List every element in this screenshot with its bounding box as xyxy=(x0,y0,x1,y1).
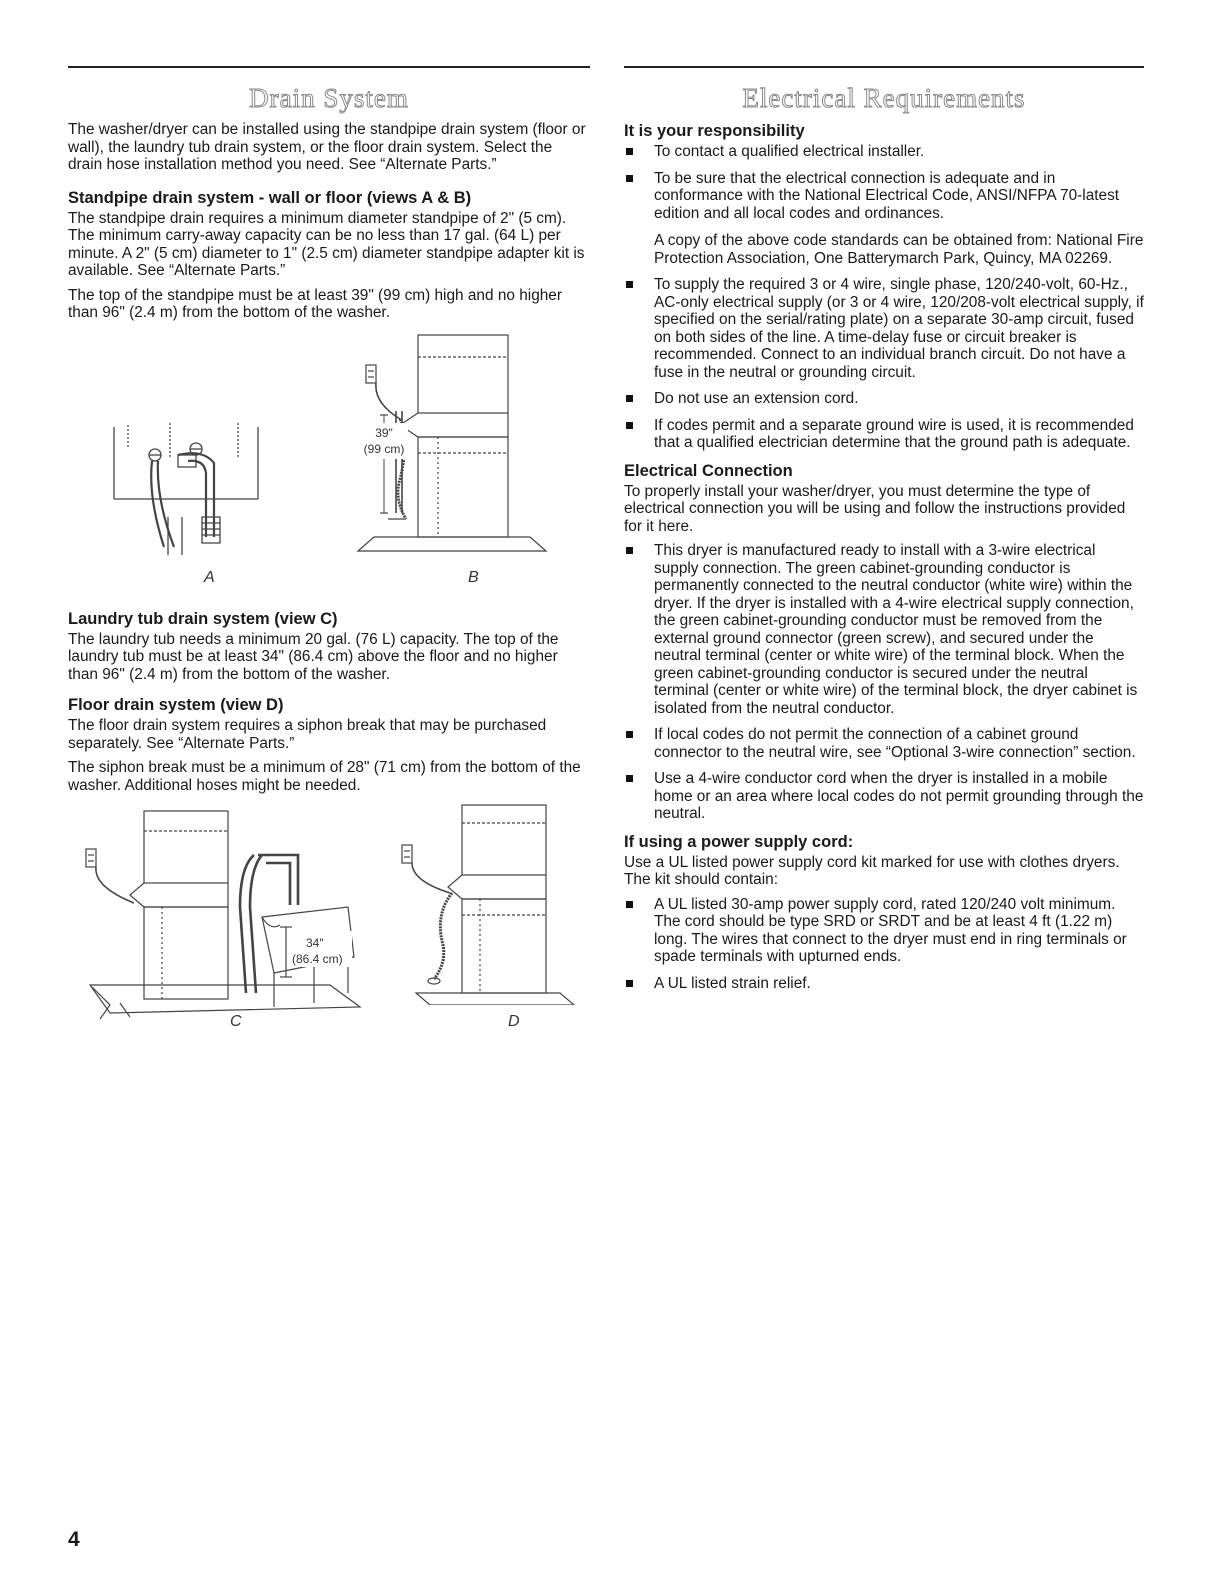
drain-system-title: Drain System xyxy=(249,83,409,113)
bullet-icon xyxy=(626,148,633,155)
view-c-dim-cm: (86.4 cm) xyxy=(292,952,343,966)
list-item xyxy=(624,896,1144,966)
list-item xyxy=(624,542,1144,717)
bullet-icon xyxy=(626,775,633,782)
list-item xyxy=(624,770,1144,823)
list-item xyxy=(624,170,1144,268)
connection-list xyxy=(624,542,1144,823)
view-c-label: C xyxy=(230,1013,242,1030)
standpipe-text-1: The standpipe drain requires a minimum diameter standpipe of 2" (5 cm). The minimum carry-away capacity can be no less than 17 gal. (64 L) per minute. A 2" (5 cm) diameter to 1" (2.5 cm) diameter standpipe adapter kit is available. See “Alternate Parts.” xyxy=(68,209,585,279)
view-a-label: A xyxy=(204,568,215,586)
view-b-dim-inches: 39" xyxy=(375,425,393,440)
list-item-text: If local codes do not permit the connection of a cabinet ground connector to the neutral wire, see “Optional 3-wire connection” section. xyxy=(654,726,1136,761)
electrical-connection-intro: To properly install your washer/dryer, you must determine the type of electrical connection you will be using and follow the instructions provided for it here. xyxy=(624,482,1126,535)
list-item-subtext: A copy of the above code standards can be obtained from: National Fire Protection Association, One Batterymarch Park, Quincy, MA 02269. xyxy=(654,232,1144,267)
floor-drain-text-1: The floor drain system requires a siphon break that may be purchased separately. See “Alternate Parts.” xyxy=(68,717,547,752)
bullet-icon xyxy=(626,422,633,429)
list-item xyxy=(624,143,1144,161)
power-cord-intro: Use a UL listed power supply cord kit marked for use with clothes dryers. The kit should contain: xyxy=(624,853,1120,888)
view-d-label: D xyxy=(508,1013,520,1030)
list-item xyxy=(624,417,1144,452)
figure-views-c-d xyxy=(68,801,590,1041)
list-item-text: To supply the required 3 or 4 wire, single phase, 120/240-volt, 60-Hz., AC-only electrical supply (or 3 or 4 wire, 120/208-volt electrical supply, if specified on the serial/rating plate) on a separate 30-amp circuit, fused on both sides of the line. A time-delay fuse or circuit breaker is recommended. Connect to an individual branch circuit. Do not have a fuse in the neutral or grounding circuit. xyxy=(654,276,1144,381)
list-item xyxy=(624,390,1144,408)
bullet-icon xyxy=(626,395,633,402)
list-item xyxy=(624,975,1144,993)
view-b-label: B xyxy=(468,568,479,586)
list-item-text: Use a 4-wire conductor cord when the dryer is installed in a mobile home or an area where local codes do not permit grounding through the neutral. xyxy=(654,770,1144,822)
list-item-text: A UL listed strain relief. xyxy=(654,974,811,992)
power-cord-list xyxy=(624,896,1144,993)
list-item-text: Do not use an extension cord. xyxy=(654,390,859,407)
bullet-icon xyxy=(626,281,633,288)
electrical-title: Electrical Requirements xyxy=(742,83,1026,113)
list-item xyxy=(624,726,1144,761)
figure-views-a-b xyxy=(68,329,590,591)
list-item-text: A UL listed 30-amp power supply cord, rated 120/240 volt minimum. The cord should be type SRD or SRDT and be at least 4 ft (1.22 m) long. The wires that connect to the dryer must end in ring terminals or spade terminals with upturned ends. xyxy=(654,895,1127,965)
floor-drain-text-2: The siphon break must be a minimum of 28" (71 cm) from the bottom of the washer. Additional hoses might be needed. xyxy=(68,759,581,794)
bullet-icon xyxy=(626,175,633,182)
bullet-icon xyxy=(626,731,633,738)
drain-intro: The washer/dryer can be installed using the standpipe drain system (floor or wall), the laundry tub drain system, or the floor drain system. Select the drain hose installation method you need. See “Alternate Parts.” xyxy=(68,121,586,173)
power-cord-heading: If using a power supply cord: xyxy=(624,832,854,851)
view-c-illustration xyxy=(70,807,370,1027)
standpipe-text-2: The top of the standpipe must be at least 39" (99 cm) high and no higher than 96" (2.4 m) from the bottom of the washer. xyxy=(68,286,562,321)
drain-system-column xyxy=(68,66,590,1041)
bullet-icon xyxy=(626,980,633,987)
standpipe-heading: Standpipe drain system - wall or floor (views A & B) xyxy=(68,188,472,207)
floor-drain-heading: Floor drain system (view D) xyxy=(68,696,284,714)
view-b-dim-cm: (99 cm) xyxy=(363,441,405,456)
bullet-icon xyxy=(626,547,633,554)
responsibility-list xyxy=(624,143,1144,452)
electrical-connection-heading: Electrical Connection xyxy=(624,461,793,480)
list-item-text: If codes permit and a separate ground wire is used, it is recommended that a qualified electrician determine that the ground path is adequate. xyxy=(654,416,1134,451)
laundry-tub-text: The laundry tub needs a minimum 20 gal. (76 L) capacity. The top of the laundry tub must be at least 34" (86.4 cm) above the floor and no higher than 96" (2.4 m) from the bottom of the washer. xyxy=(68,630,559,683)
section-rule xyxy=(624,66,1144,68)
section-rule xyxy=(68,66,590,68)
list-item-text: This dryer is manufactured ready to install with a 3-wire electrical supply connection. The green cabinet-grounding conductor is permanently connected to the neutral conductor (white wire) within the dryer. If the dryer is installed with a 4-wire electrical supply connection, the green cabinet-grounding conductor must be removed from the external ground connector (green screw), and secured under the neutral terminal (center or white wire) of the terminal block. When the green cabinet-grounding conductor is secured under the neutral terminal (center or white wire) of the terminal block, the dryer cabinet is isolated from the neutral conductor. xyxy=(654,542,1138,717)
list-item-text: To contact a qualified electrical installer. xyxy=(654,143,925,160)
list-item xyxy=(624,276,1144,381)
laundry-tub-heading: Laundry tub drain system (view C) xyxy=(68,609,338,628)
view-b-illustration xyxy=(354,329,554,559)
page-number: 4 xyxy=(68,1528,80,1551)
electrical-requirements-column xyxy=(624,66,1144,1001)
view-d-illustration xyxy=(396,801,576,1005)
responsibility-heading: It is your responsibility xyxy=(624,122,805,140)
bullet-icon xyxy=(626,901,633,908)
list-item-text: To be sure that the electrical connection is adequate and in conformance with the National Electrical Code, ANSI/NFPA 70-latest edition and all local codes and ordinances. xyxy=(654,169,1120,222)
view-c-dim-inches: 34" xyxy=(306,936,324,950)
view-a-illustration xyxy=(108,417,268,557)
